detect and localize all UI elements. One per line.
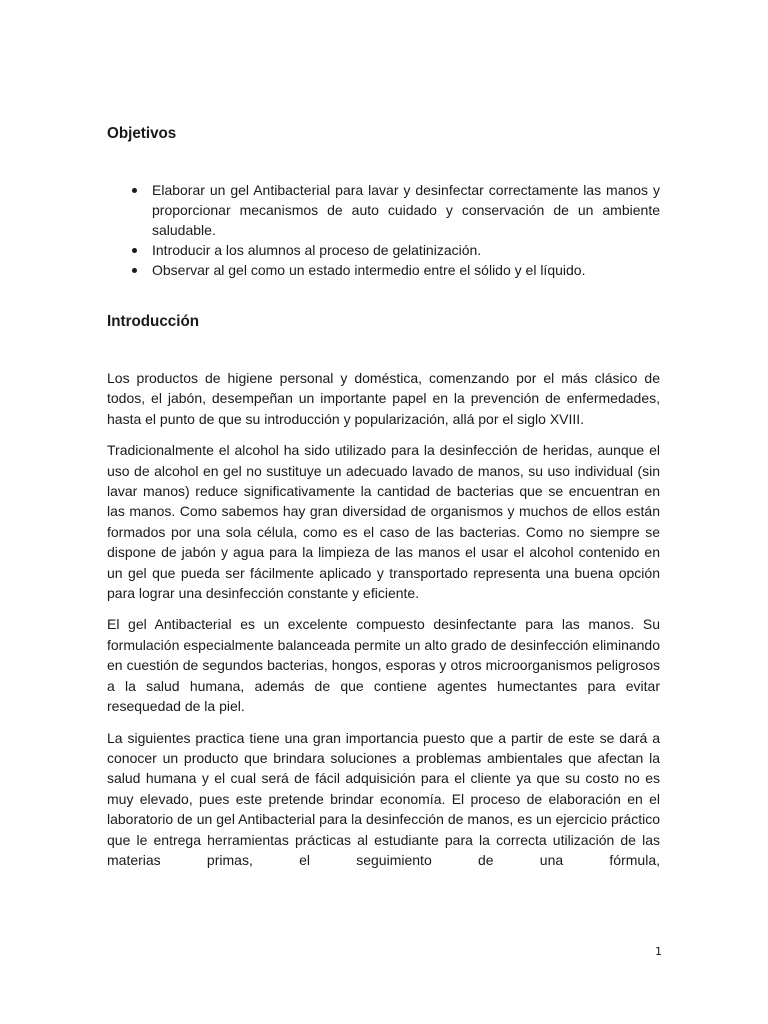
bullet-icon	[132, 188, 137, 193]
bullet-icon	[132, 248, 137, 253]
introduccion-body	[107, 368, 660, 881]
list-item	[152, 260, 660, 280]
bullet-icon	[132, 268, 137, 273]
list-item	[152, 240, 660, 260]
list-item-text: Observar al gel como un estado intermedio entre el sólido y el líquido.	[152, 262, 586, 278]
list-item-text: Introducir a los alumnos al proceso de gelatinización.	[152, 242, 482, 258]
paragraph: Los productos de higiene personal y doméstica, comenzando por el más clásico de todos, el jabón, desempeñan un importante papel en la prevención de enfermedades, hasta el punto de que su introducción y popularización, allá por el siglo XVIII.	[107, 370, 660, 427]
objetivos-heading: Objetivos	[107, 125, 177, 142]
paragraph: El gel Antibacterial es un excelente compuesto desinfectante para las manos. Su formulación especialmente balanceada permite un alto grado de desinfección eliminando en cuestión de segundos bacterias, hongos, esporas y otros microorganismos peligrosos a la salud humana, además de que contiene agentes humectantes para evitar resequedad de la piel.	[107, 616, 660, 715]
list-item-text: Elaborar un gel Antibacterial para lavar y desinfectar correctamente las manos y proporcionar mecanismos de auto cuidado y conservación de un ambiente saludable.	[152, 182, 660, 238]
page-number: 1	[655, 945, 662, 958]
introduccion-heading: Introducción	[107, 313, 200, 330]
paragraph: Tradicionalmente el alcohol ha sido utilizado para la desinfección de heridas, aunque el uso de alcohol en gel no sustituye un adecuado lavado de manos, su uso individual (sin lavar manos) reduce significativamente la cantidad de bacterias que se encuentran en las manos. Como sabemos hay gran diversidad de organismos y muchos de ellos están formados por una sola célula, como es el caso de las bacterias. Como no siempre se dispone de jabón y agua para la limpieza de las manos el usar el alcohol contenido en un gel que pueda ser fácilmente aplicado y transportado representa una buena opción para lograr una desinfección constante y eficiente.	[107, 442, 660, 602]
list-item	[152, 180, 660, 240]
objetivos-list	[152, 180, 660, 280]
paragraph: La siguientes practica tiene una gran importancia puesto que a partir de este se dará a conocer un producto que brindara soluciones a problemas ambientales que afectan la salud humana y el cual será de fácil adquisición para el cliente ya que su costo no es muy elevado, pues este pretende brindar economía. El proceso de elaboración en el laboratorio de un gel Antibacterial para la desinfección de manos, es un ejercicio práctico que le entrega herramientas prácticas al estudiante para la correcta utilización de las materias primas, el seguimiento de una fórmula,	[107, 729, 660, 868]
